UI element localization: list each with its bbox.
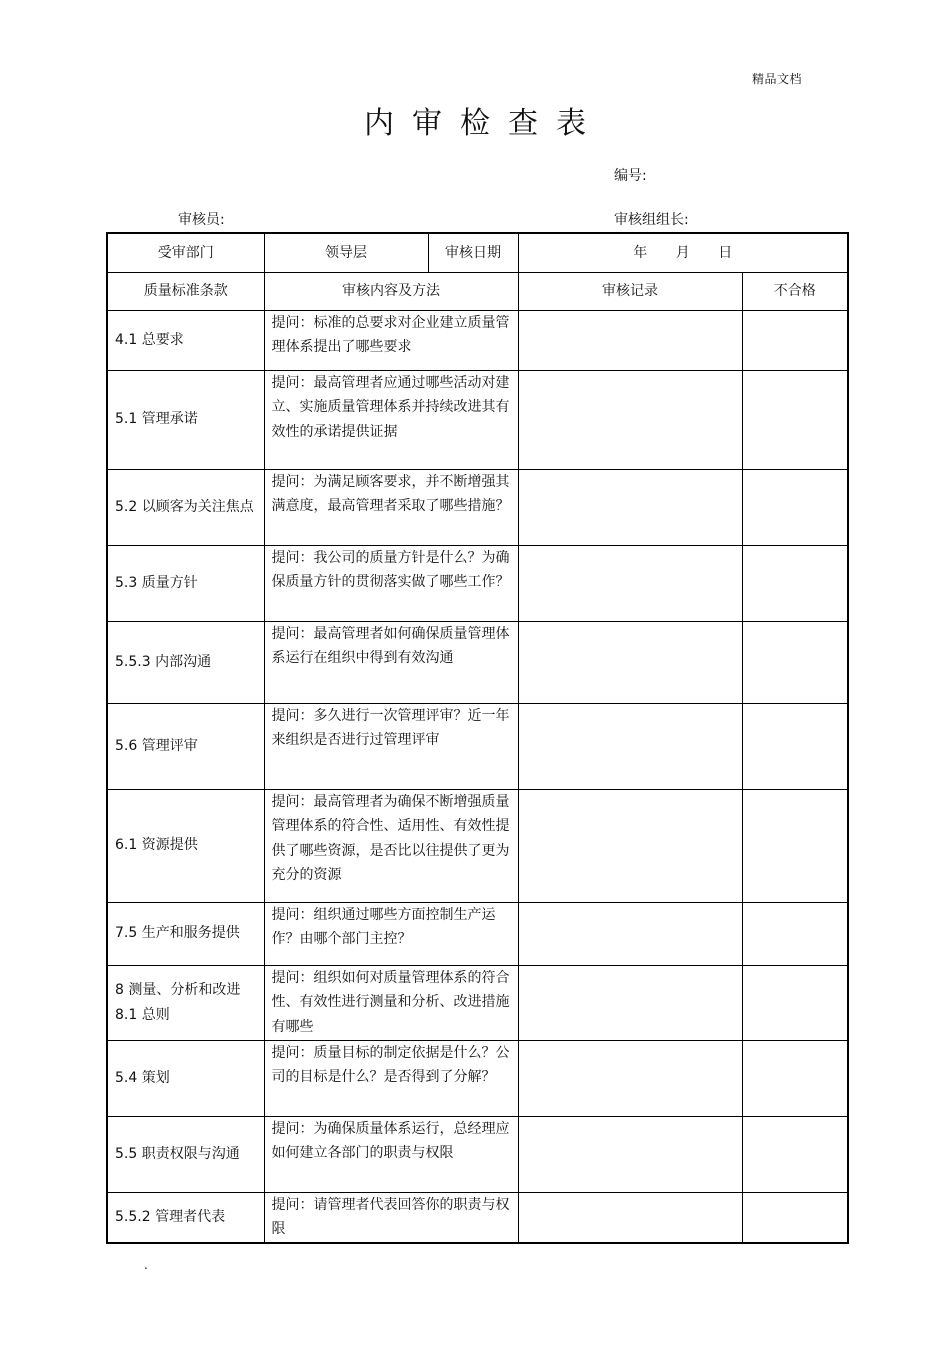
clause-cell: 5.2 以顾客为关注焦点 [107,469,264,545]
nonconform-cell[interactable] [742,370,848,469]
table-row [107,469,848,545]
nonconform-cell[interactable] [742,310,848,370]
record-cell[interactable] [518,370,742,469]
table-row [107,545,848,621]
clause-cell: 7.5 生产和服务提供 [107,902,264,965]
nonconform-cell[interactable] [742,1192,848,1243]
record-cell[interactable] [518,965,742,1040]
clause-cell: 5.3 质量方针 [107,545,264,621]
col-header-clause: 质量标准条款 [107,272,264,310]
clause-cell: 5.4 策划 [107,1040,264,1116]
table-row [107,1192,848,1243]
clause-cell: 5.5.3 内部沟通 [107,621,264,703]
table-row [107,1040,848,1116]
clause-cell: 5.1 管理承诺 [107,370,264,469]
table-row [107,902,848,965]
clause-cell: 5.5.2 管理者代表 [107,1192,264,1243]
nonconform-cell[interactable] [742,789,848,902]
question-cell: 提问：请管理者代表回答你的职责与权限 [264,1192,518,1243]
clause-cell: 6.1 资源提供 [107,789,264,902]
dept-label-cell: 受审部门 [107,233,264,272]
table-row [107,703,848,789]
table-row [107,965,848,1040]
column-header-row [107,272,848,310]
table-row [107,789,848,902]
watermark-text: 精品文档 [752,72,803,86]
record-cell[interactable] [518,469,742,545]
record-cell[interactable] [518,1116,742,1192]
record-cell[interactable] [518,1192,742,1243]
nonconform-cell[interactable] [742,703,848,789]
date-year: 年 [633,244,648,261]
question-cell: 提问：最高管理者如何确保质量管理体系运行在组织中得到有效沟通 [264,621,518,703]
record-cell[interactable] [518,1040,742,1116]
header-row-department [107,233,848,272]
record-cell[interactable] [518,545,742,621]
table-row [107,310,848,370]
question-cell: 提问：组织通过哪些方面控制生产运作？由哪个部门主控？ [264,902,518,965]
nonconform-cell[interactable] [742,1040,848,1116]
record-cell[interactable] [518,902,742,965]
question-cell: 提问：质量目标的制定依据是什么？公司的目标是什么？是否得到了分解？ [264,1040,518,1116]
question-cell: 提问：标准的总要求对企业建立质量管理体系提出了哪些要求 [264,310,518,370]
nonconform-cell[interactable] [742,545,848,621]
nonconform-cell[interactable] [742,469,848,545]
record-cell[interactable] [518,621,742,703]
nonconform-cell[interactable] [742,621,848,703]
nonconform-cell[interactable] [742,902,848,965]
footer-mark: . [144,1258,148,1272]
clause-cell: 4.1 总要求 [107,310,264,370]
question-cell: 提问：最高管理者为确保不断增强质量管理体系的符合性、适用性、有效性提供了哪些资源，是否比以往提供了更为充分的资源 [264,789,518,902]
audit-date-label-cell: 审核日期 [428,233,518,272]
record-cell[interactable] [518,310,742,370]
table-row [107,621,848,703]
col-header-nonconform: 不合格 [742,272,848,310]
question-cell: 提问：最高管理者应通过哪些活动对建立、实施质量管理体系并持续改进其有效性的承诺提供证据 [264,370,518,469]
col-header-method: 审核内容及方法 [264,272,518,310]
question-cell: 提问：我公司的质量方针是什么？为确保质量方针的贯彻落实做了哪些工作？ [264,545,518,621]
serial-number-label: 编号: [614,168,647,184]
question-cell: 提问：为满足顾客要求，并不断增强其满意度，最高管理者采取了哪些措施？ [264,469,518,545]
clause-cell: 5.6 管理评审 [107,703,264,789]
col-header-record: 审核记录 [518,272,742,310]
audit-date-value-cell [518,233,848,272]
audit-leader-label: 审核组组长: [614,212,689,228]
question-cell: 提问：组织如何对质量管理体系的符合性、有效性进行测量和分析、改进措施有哪些 [264,965,518,1040]
date-month: 月 [675,244,690,261]
clause-cell: 8 测量、分析和改进 8.1 总则 [107,965,264,1040]
table-row [107,1116,848,1192]
question-cell: 提问：为确保质量体系运行，总经理应如何建立各部门的职责与权限 [264,1116,518,1192]
record-cell[interactable] [518,703,742,789]
audit-checklist-table [106,232,849,1244]
nonconform-cell[interactable] [742,1116,848,1192]
clause-cell: 5.5 职责权限与沟通 [107,1116,264,1192]
question-cell: 提问：多久进行一次管理评审？近一年来组织是否进行过管理评审 [264,703,518,789]
page-title: 内审检查表 [364,106,604,141]
table-row [107,370,848,469]
nonconform-cell[interactable] [742,965,848,1040]
dept-value-cell: 领导层 [264,233,428,272]
auditor-label: 审核员: [178,212,225,228]
record-cell[interactable] [518,789,742,902]
date-day: 日 [718,244,733,261]
